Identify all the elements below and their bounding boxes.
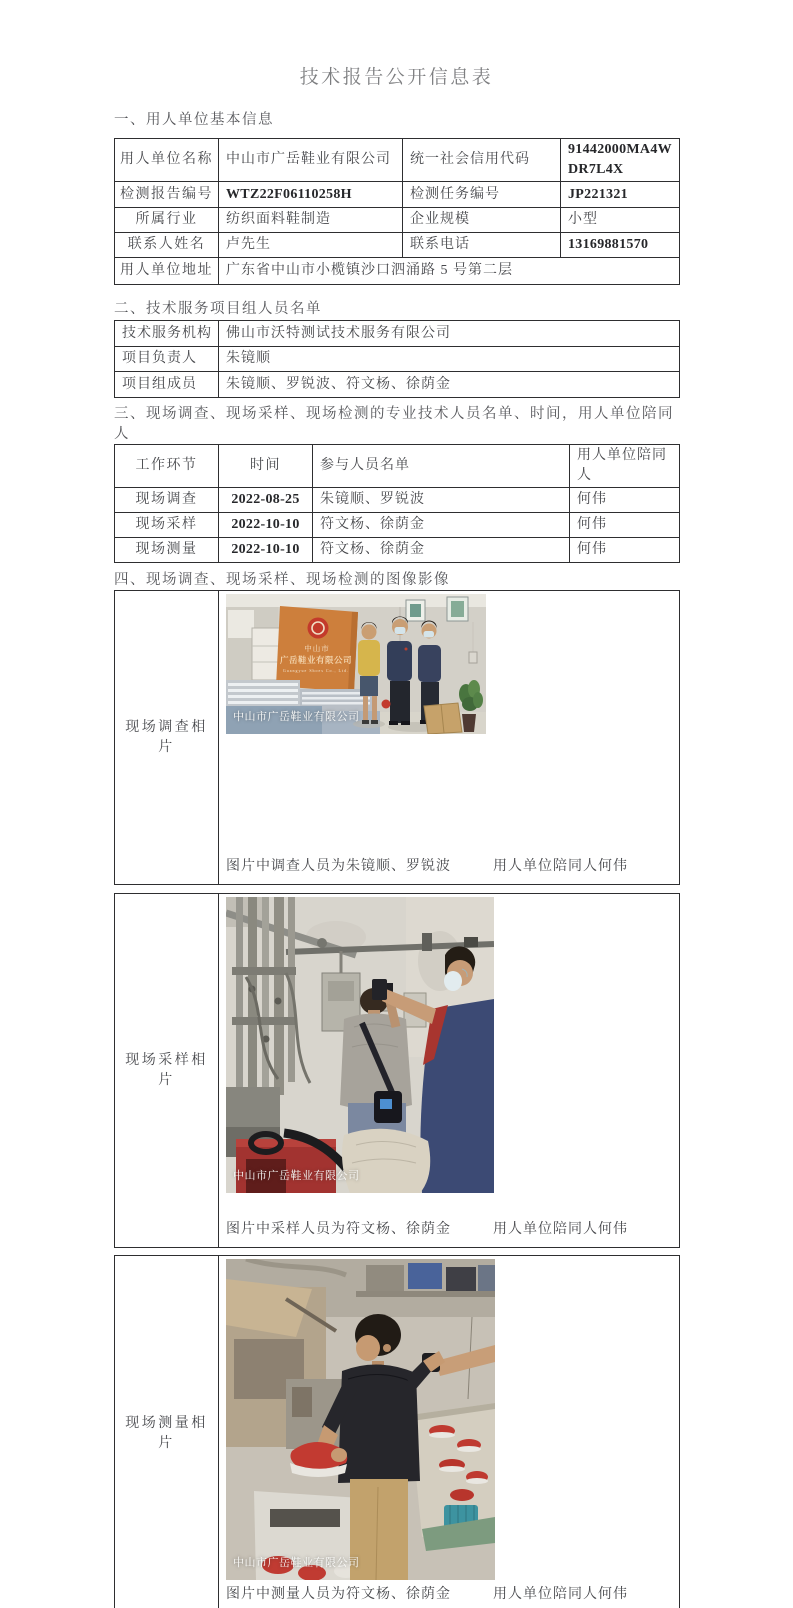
cell-label: 联系人姓名 [115, 233, 219, 258]
column-header: 用人单位陪同人 [570, 445, 680, 488]
cell-escort: 何伟 [570, 513, 680, 538]
cell-date: 2022-10-10 [219, 538, 313, 563]
cell-people: 符文杨、徐荫金 [313, 513, 570, 538]
photo-label: 现场采样相片 [115, 894, 219, 1248]
cell-value: 中山市广岳鞋业有限公司 [219, 139, 403, 182]
cell-step: 现场测量 [115, 538, 219, 563]
caption-people: 图片中采样人员为符文杨、徐荫金 [226, 1222, 451, 1237]
section3-heading: 三、现场调查、现场采样、现场检测的专业技术人员名单、时间，用人单位陪同人 [114, 406, 674, 442]
section2-heading: 二、技术服务项目组人员名单 [114, 301, 322, 317]
cell-people: 朱镜顺、罗锐波 [313, 488, 570, 513]
table-row [115, 258, 680, 285]
photo-caption [226, 1220, 628, 1240]
cell-value: 小型 [561, 208, 680, 233]
project-team-table [114, 320, 680, 398]
cell-value: 91442000MA4WDR7L4X [561, 139, 680, 182]
cell-value: 13169881570 [561, 233, 680, 258]
cell-label: 检测任务编号 [403, 182, 561, 208]
caption-people: 图片中测量人员为符文杨、徐荫金 [226, 1587, 451, 1602]
column-header: 参与人员名单 [313, 445, 570, 488]
cell-value: 佛山市沃特测试技术服务有限公司 [219, 321, 680, 347]
cell-label: 联系电话 [403, 233, 561, 258]
page-title: 技术报告公开信息表 [299, 67, 494, 88]
table-row [115, 538, 680, 563]
cell-label: 企业规模 [403, 208, 561, 233]
cell-step: 现场采样 [115, 513, 219, 538]
site-work-table [114, 444, 680, 563]
cell-label: 用人单位名称 [115, 139, 219, 182]
table-row [115, 347, 680, 372]
employer-basic-info-table [114, 138, 680, 285]
table-row [115, 1256, 680, 1608]
table-row [115, 513, 680, 538]
cell-label: 技术服务机构 [115, 321, 219, 347]
cell-label: 所属行业 [115, 208, 219, 233]
cell-date: 2022-10-10 [219, 513, 313, 538]
cell-people: 符文杨、徐荫金 [313, 538, 570, 563]
cell-value: 朱镜顺、罗锐波、符文杨、徐荫金 [219, 372, 680, 398]
sampling-photo-graphic [226, 897, 494, 1193]
photo-label: 现场测量相片 [115, 1256, 219, 1608]
table-row [115, 139, 680, 182]
table-row [115, 894, 680, 1248]
table-header-row [115, 445, 680, 488]
photo-watermark: 中山市广岳鞋业有限公司 [233, 1557, 360, 1569]
section1-heading: 一、用人单位基本信息 [114, 112, 274, 128]
cell-value: 朱镜顺 [219, 347, 680, 372]
survey-photo-table [114, 590, 680, 885]
photo-watermark: 中山市广岳鞋业有限公司 [233, 1170, 360, 1182]
cell-date: 2022-08-25 [219, 488, 313, 513]
table-row [115, 208, 680, 233]
photo-cell [219, 894, 680, 1248]
sign-line1: 中山市 [304, 644, 330, 653]
cell-value: JP221321 [561, 182, 680, 208]
cell-value: WTZ22F06110258H [219, 182, 403, 208]
measuring-photo [226, 1259, 495, 1580]
sign-line2: 广岳鞋业有限公司 [279, 655, 353, 665]
cell-step: 现场调查 [115, 488, 219, 513]
table-row [115, 488, 680, 513]
caption-escort: 用人单位陪同人何伟 [493, 1222, 628, 1237]
measuring-photo-graphic [226, 1259, 495, 1580]
photo-cell [219, 1256, 680, 1608]
sampling-photo-table [114, 893, 680, 1248]
cell-escort: 何伟 [570, 538, 680, 563]
survey-photo [226, 594, 486, 734]
cell-value: 纺织面料鞋制造 [219, 208, 403, 233]
table-row [115, 182, 680, 208]
photo-caption [226, 857, 628, 877]
sign-line3: Guangyue Shoes Co., Ltd. [282, 668, 350, 673]
photo-caption [226, 1585, 628, 1605]
section4-heading: 四、现场调查、现场采样、现场检测的图像影像 [114, 572, 450, 588]
cell-label: 统一社会信用代码 [403, 139, 561, 182]
table-row [115, 591, 680, 885]
cell-value: 卢先生 [219, 233, 403, 258]
table-row [115, 321, 680, 347]
caption-escort: 用人单位陪同人何伟 [493, 859, 628, 874]
cell-label: 项目负责人 [115, 347, 219, 372]
photo-label: 现场调查相片 [115, 591, 219, 885]
table-row [115, 233, 680, 258]
cell-value: 广东省中山市小榄镇沙口泗涌路 5 号第二层 [219, 258, 680, 285]
cell-escort: 何伟 [570, 488, 680, 513]
cell-label: 用人单位地址 [115, 258, 219, 285]
table-row [115, 372, 680, 398]
column-header: 时间 [219, 445, 313, 488]
sampling-photo [226, 897, 494, 1193]
photo-cell [219, 591, 680, 885]
caption-people: 图片中调查人员为朱镜顺、罗锐波 [226, 859, 451, 874]
photo-watermark: 中山市广岳鞋业有限公司 [233, 711, 360, 723]
caption-escort: 用人单位陪同人何伟 [493, 1587, 628, 1602]
column-header: 工作环节 [115, 445, 219, 488]
measuring-photo-table [114, 1255, 680, 1608]
cell-label: 检测报告编号 [115, 182, 219, 208]
cell-label: 项目组成员 [115, 372, 219, 398]
